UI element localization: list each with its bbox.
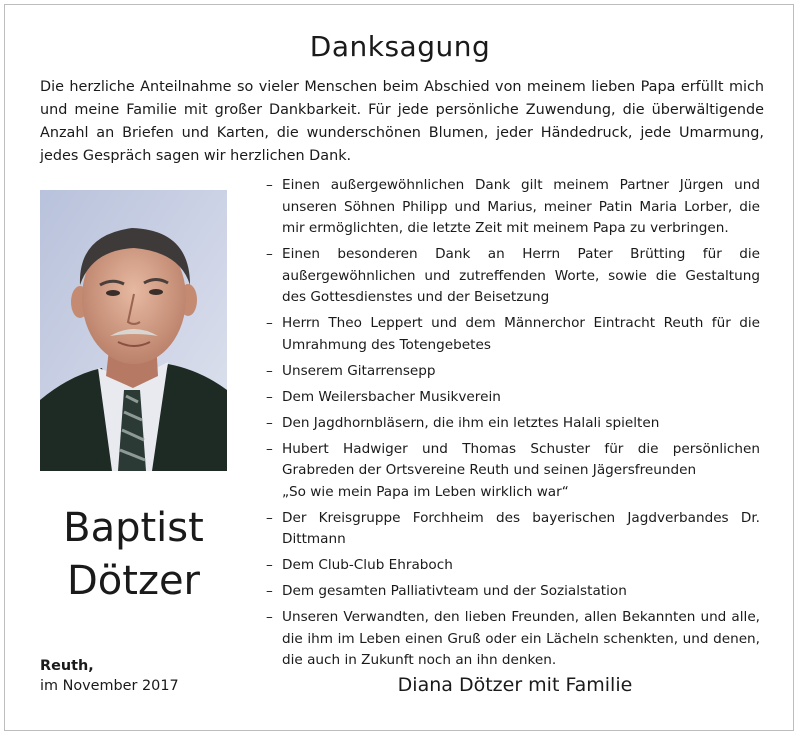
deceased-name (40, 502, 227, 608)
list-item: – Einen außergewöhnlichen Dank gilt meinem Partner Jürgen und unseren Söhnen Philipp und Marius, meiner Patin Maria Lorber, die mir ermöglichten, die letzte Zeit mit meinem Papa zu verbringen. (266, 175, 760, 240)
list-item: – Unseren Verwandten, den lieben Freunden, allen Bekannten und alle, die ihm im Leben einen Gruß oder ein Lächeln schenkten, und denen, die auch in Zukunft noch an ihn denken. (266, 607, 760, 672)
place-date (40, 656, 179, 696)
list-item: – Einen besonderen Dank an Herrn Pater Brütting für die außergewöhnlichen und zutreffenden Worte, sowie die Gestaltung des Gottesdienstes und der Beisetzung (266, 244, 760, 309)
list-item: – Dem Club-Club Ehraboch (266, 555, 760, 577)
list-item: – Den Jagdhornbläsern, die ihm ein letztes Halali spielten (266, 413, 760, 435)
place-town: Reuth, (40, 658, 94, 674)
first-name: Baptist (63, 505, 204, 551)
list-item: – Unserem Gitarrensepp (266, 361, 760, 383)
list-item: – Herrn Theo Leppert und dem Männerchor Eintracht Reuth für die Umrahmung des Totengebetes (266, 313, 760, 356)
list-item: – Dem Weilersbacher Musikverein (266, 387, 760, 409)
signature: Diana Dötzer mit Familie (397, 674, 633, 696)
notice-date: im November 2017 (40, 678, 179, 694)
last-name: Dötzer (66, 558, 200, 604)
intro-text: Die herzliche Anteilnahme so vieler Menschen beim Abschied von meinem lieben Papa erfüllt mich und meine Familie mit großer Dankbarkeit. Für jede persönliche Zuwendung, die überwältigende Anzahl an Briefen und Karten, die wunderschönen Blumen, jeder Händedruck, jede Umarmung, jedes Gespräch sagen wir herzlichen Dank. (40, 79, 764, 164)
list-item: – Dem gesamten Palliativteam und der Sozialstation (266, 581, 760, 603)
page-title: Danksagung (309, 30, 491, 63)
list-item: – Hubert Hadwiger und Thomas Schuster für die persönlichen Grabreden der Ortsvereine Reuth und seinen Jägersfreunden „So wie mein Papa im Leben wirklich war“ (266, 439, 760, 504)
quote-text: „So wie mein Papa im Leben wirklich war“ (282, 483, 569, 500)
portrait-photo (40, 190, 227, 471)
thanks-list (266, 175, 760, 676)
list-item: – Der Kreisgruppe Forchheim des bayerischen Jagdverbandes Dr. Dittmann (266, 508, 760, 551)
